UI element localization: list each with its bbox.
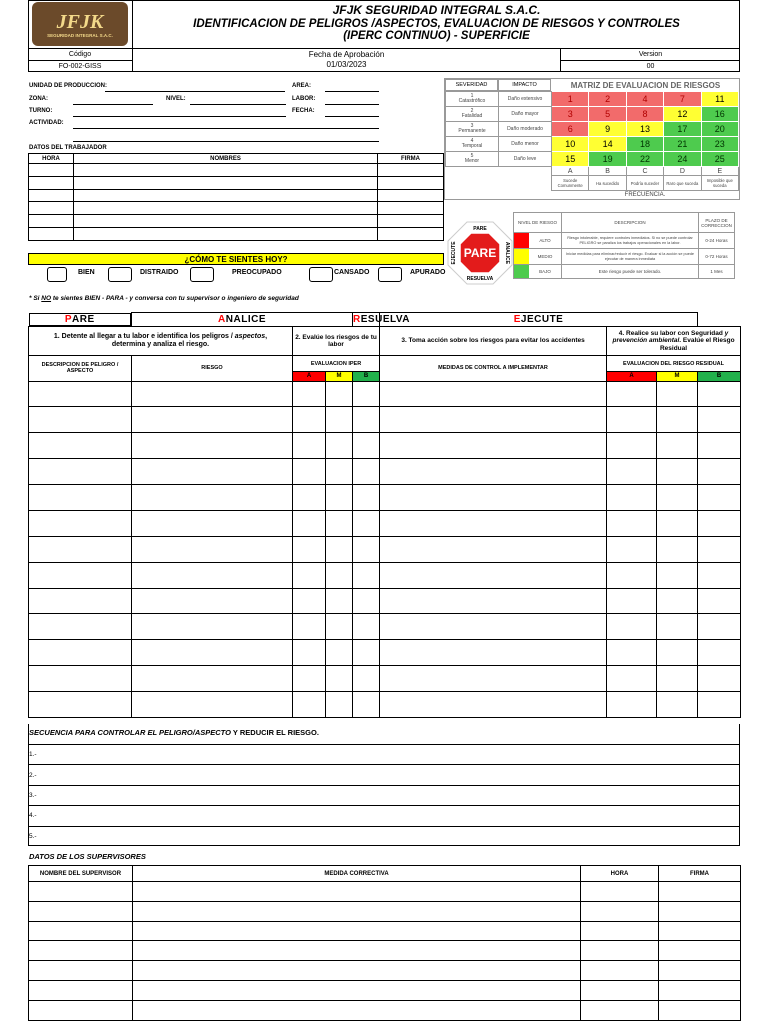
document-title: IDENTIFICACION DE PELIGROS /ASPECTOS, EVALUACION DE RIESGOS Y CONTROLES	[193, 17, 680, 30]
frequency-letter: B	[589, 167, 626, 176]
matrix-cell: 3	[552, 107, 589, 122]
table-row[interactable]	[29, 228, 444, 241]
resuelva-header-rest: ESUELVA	[360, 313, 411, 325]
sequence-title-a: SECUENCIA PARA CONTROLAR EL PELIGRO/	[29, 728, 195, 737]
table-row[interactable]	[29, 640, 741, 666]
labor-label: LABOR:	[292, 96, 316, 102]
residual-m-header: M	[657, 372, 698, 381]
table-row[interactable]	[29, 215, 444, 228]
matrix-cell: 13	[626, 122, 663, 137]
table-row[interactable]	[29, 961, 741, 981]
impact-cell: Daño mayor	[499, 107, 552, 122]
matrix-cell: 2	[589, 92, 626, 107]
frequency-desc: Raro que suceda	[664, 176, 701, 191]
unidad-label: UNIDAD DE PRODUCCION:	[29, 83, 107, 89]
col-eval-iper: EVALUACION IPER	[293, 356, 380, 372]
stop-sign	[447, 221, 513, 285]
mood-label-cansado: CANSADO	[334, 269, 370, 276]
table-row[interactable]	[29, 1000, 741, 1020]
actividad-field-1[interactable]	[73, 128, 379, 129]
col-residual: EVALUACION DEL RIESGO RESIDUAL	[607, 356, 741, 372]
severity-cell: 5 Menor	[446, 152, 499, 167]
company-name: JFJK SEGURIDAD INTEGRAL S.A.C.	[332, 3, 541, 17]
level-medio-plazo: 0-72 Horas	[699, 249, 735, 265]
matrix-cell: 15	[552, 152, 589, 167]
nivel-label: NIVEL:	[166, 96, 186, 102]
table-row[interactable]	[29, 536, 741, 562]
frequency-letter: E	[701, 167, 738, 176]
stop-sign-top: PARE	[473, 226, 487, 232]
severity-cell: 4 Temporal	[446, 137, 499, 152]
matrix-cell: 1	[552, 92, 589, 107]
level-row-bajo	[514, 265, 735, 279]
worker-col-firma: FIRMA	[378, 154, 444, 164]
mood-note-pre: * Si	[29, 295, 42, 302]
level-col-nivel: NIVEL DE RIESGO	[514, 213, 562, 233]
severity-cell: 2 Fatalidad	[446, 107, 499, 122]
iper-a-header: A	[293, 372, 326, 381]
step4-text-c: . Evalúe el Riesgo Residual	[659, 337, 735, 352]
pare-header-first: P	[64, 313, 73, 325]
step4-text-b: y prevención ambiental	[612, 329, 729, 345]
frequency-desc: Podría suceder	[626, 176, 663, 191]
matrix-cell: 18	[626, 137, 663, 152]
worker-table	[28, 153, 444, 241]
matrix-cell: 11	[701, 92, 738, 107]
sequence-item[interactable]	[28, 785, 740, 805]
pare-header-rest: ARE	[72, 313, 95, 325]
worker-col-nombres: NOMBRES	[74, 154, 378, 164]
matrix-cell: 20	[701, 122, 738, 137]
level-row-alto	[514, 233, 735, 249]
iper-b-header: B	[353, 372, 380, 381]
mood-label-distraido: DISTRAIDO	[140, 269, 179, 276]
sequence-list	[28, 744, 740, 846]
step3-text: 3. Toma acción sobre los riesgos para evitar los accidentes	[380, 326, 607, 355]
stop-sign-graphic	[447, 221, 513, 285]
supervisor-col-nombre: NOMBRE DEL SUPERVISOR	[29, 866, 133, 882]
area-label: AREA:	[292, 83, 311, 89]
fecha-label: FECHA:	[292, 108, 315, 114]
iper-m-header: M	[326, 372, 353, 381]
frequency-letter: C	[626, 167, 663, 176]
iperc-table	[28, 312, 741, 718]
step4-text-a: 4. Realice su labor con Seguridad	[618, 329, 725, 337]
zona-label: ZONA:	[29, 96, 48, 102]
impact-cell: Daño leve	[499, 152, 552, 167]
level-bajo-plazo: 1 Mes	[699, 265, 735, 279]
table-row[interactable]	[29, 882, 741, 902]
level-alto-plazo: 0-24 Horas	[699, 233, 735, 249]
company-logo	[32, 2, 128, 46]
table-row[interactable]	[29, 189, 444, 202]
ejecute-header	[380, 313, 698, 327]
matrix-cell: 4	[626, 92, 663, 107]
code-value: FO-002-GISS	[58, 62, 102, 70]
ejecute-header-first: E	[513, 313, 521, 325]
col-riesgo: RIESGO	[132, 356, 293, 381]
table-row[interactable]	[29, 459, 741, 485]
table-row[interactable]	[29, 433, 741, 459]
supervisors-title: DATOS DE LOS SUPERVISORES	[29, 852, 146, 861]
sequence-title	[29, 728, 319, 737]
table-row[interactable]	[29, 692, 741, 718]
matrix-cell: 5	[589, 107, 626, 122]
risk-levels-table	[513, 212, 735, 279]
col-peligro: DESCRIPCION DE PELIGRO / ASPECTO	[29, 356, 132, 381]
step4-text	[607, 326, 741, 355]
mood-label-preocupado: PREOCUPADO	[232, 269, 282, 276]
stop-sign-center: PARE	[463, 246, 497, 260]
sequence-title-b: ASPECTO	[194, 728, 231, 737]
stop-sign-bottom: RESUELVA	[466, 276, 494, 282]
zona-field[interactable]	[73, 104, 153, 105]
sequence-item-number: 1.-	[29, 751, 37, 759]
ejecute-header-rest: JECUTE	[520, 313, 564, 325]
turno-field[interactable]	[73, 116, 286, 117]
supervisor-col-medida: MEDIDA CORRECTIVA	[133, 866, 581, 882]
table-row[interactable]	[29, 381, 741, 407]
labor-field[interactable]	[325, 104, 379, 105]
matrix-cell: 7	[664, 92, 701, 107]
level-row-medio	[514, 249, 735, 265]
matrix-cell: 17	[664, 122, 701, 137]
unidad-field[interactable]	[105, 91, 285, 92]
table-row[interactable]	[29, 407, 741, 433]
table-row[interactable]	[29, 941, 741, 961]
nivel-field[interactable]	[190, 104, 286, 105]
matrix-grid	[445, 91, 739, 199]
matrix-cell: 10	[552, 137, 589, 152]
severity-cell: 1 Catastrófico	[446, 92, 499, 107]
analice-header-rest: NALICE	[225, 313, 266, 325]
mood-label-apurado: APURADO	[410, 269, 446, 276]
pare-header	[29, 313, 132, 326]
logo-subtext: SEGURIDAD INTEGRAL S.A.C.	[47, 32, 113, 38]
sequence-item[interactable]	[28, 744, 740, 764]
level-col-plazo: PLAZO DE CORRECCION	[699, 213, 735, 233]
step1-text	[29, 326, 293, 355]
impact-cell: Daño extensivo	[499, 92, 552, 107]
matrix-cell: 25	[701, 152, 738, 167]
actividad-label: ACTIVIDAD:	[29, 120, 64, 126]
impact-header: IMPACTO	[498, 79, 551, 91]
matrix-cell: 21	[664, 137, 701, 152]
level-col-desc: DESCRIPCION	[562, 213, 699, 233]
document-subtitle: (IPERC CONTINUO) - SUPERFICIE	[343, 29, 530, 42]
sequence-item-number: 2.-	[29, 771, 37, 779]
sequence-item-number: 5.-	[29, 832, 37, 840]
level-medio-label: MEDIO	[537, 254, 553, 259]
frequency-desc: Ha sucedido	[589, 176, 626, 191]
severity-header: SEVERIDAD	[445, 79, 498, 91]
mood-checkbox-cansado[interactable]	[309, 267, 333, 282]
mood-checkbox-preocupado[interactable]	[190, 267, 214, 282]
table-row[interactable]	[29, 901, 741, 921]
frequency-desc: Imposible que suceda	[701, 176, 738, 191]
table-row[interactable]	[29, 510, 741, 536]
sequence-item-number: 3.-	[29, 791, 37, 799]
level-bajo-label: BAJO	[539, 269, 551, 274]
resuelva-header-first: R	[353, 313, 361, 325]
sequence-item[interactable]	[28, 764, 740, 784]
mood-label-bien: BIEN	[78, 269, 95, 276]
matrix-title: MATRIZ DE EVALUACION DE RIESGOS	[570, 80, 721, 90]
mood-options	[28, 266, 448, 284]
resuelva-header	[353, 313, 411, 327]
supervisor-col-firma: FIRMA	[659, 866, 741, 882]
sequence-item-number: 4.-	[29, 812, 37, 820]
table-row[interactable]	[29, 588, 741, 614]
frequency-label: FRECUENCIA.	[624, 192, 666, 199]
mood-checkbox-bien[interactable]	[47, 267, 67, 282]
severity-cell: 3 Permanente	[446, 122, 499, 137]
matrix-cell: 14	[589, 137, 626, 152]
col-medidas: MEDIDAS DE CONTROL A IMPLEMENTAR	[380, 356, 607, 381]
step1-text-a: 1. Detente al llegar a tu labor e identifica los peligros /	[53, 332, 235, 340]
mood-note	[29, 295, 299, 302]
frequency-letter: D	[664, 167, 701, 176]
matrix-cell: 9	[589, 122, 626, 137]
table-row[interactable]	[29, 666, 741, 692]
mood-note-no: NO	[41, 295, 52, 302]
matrix-cell: 19	[589, 152, 626, 167]
code-label: Código	[68, 50, 92, 58]
impact-cell: Daño menor	[499, 137, 552, 152]
stop-sign-left: EJECUTE	[451, 241, 457, 265]
mood-question: ¿CÓMO TE SIENTES HOY?	[28, 253, 444, 265]
stop-sign-right: ANALICE	[504, 241, 510, 265]
supervisor-col-hora: HORA	[581, 866, 659, 882]
frequency-letter: A	[552, 167, 589, 176]
matrix-cell: 22	[626, 152, 663, 167]
level-alto-label: ALTO	[539, 238, 551, 243]
mood-checkbox-apurado[interactable]	[378, 267, 402, 282]
worker-section-title: DATOS DEL TRABAJADOR	[29, 145, 107, 151]
turno-label: TURNO:	[29, 108, 53, 114]
level-medio-desc: Iniciar medidas para eliminar/reducir el riesgo. Evaluar si la acción se puede ejecutar de manera inmediata	[562, 249, 699, 265]
frequency-desc: Sucede Comunmente	[552, 176, 589, 191]
step1-text-c: , determina y analiza el riesgo.	[111, 332, 268, 348]
matrix-cell: 24	[664, 152, 701, 167]
matrix-cell: 6	[552, 122, 589, 137]
sequence-item[interactable]	[28, 805, 740, 825]
impact-cell: Daño moderado	[499, 122, 552, 137]
logo-text: JFJK	[56, 10, 104, 33]
sequence-item[interactable]	[28, 826, 740, 846]
step1-text-b: aspectos	[234, 332, 266, 340]
matrix-cell: 16	[701, 107, 738, 122]
area-field[interactable]	[325, 91, 379, 92]
version-value: 00	[646, 62, 655, 70]
step2-text: 2. Evalúe los riesgos de tu labor	[293, 326, 380, 355]
analice-header-first: A	[218, 313, 226, 325]
supervisors-table	[28, 865, 741, 1021]
matrix-cell: 23	[701, 137, 738, 152]
version-label: Version	[638, 50, 663, 58]
table-row[interactable]	[29, 614, 741, 640]
fecha-field[interactable]	[325, 116, 379, 117]
worker-col-hora: HORA	[29, 154, 74, 164]
table-row[interactable]	[29, 485, 741, 511]
matrix-cell: 8	[626, 107, 663, 122]
residual-b-header: B	[698, 372, 741, 381]
mood-checkbox-distraido[interactable]	[108, 267, 132, 282]
table-row[interactable]	[29, 176, 444, 189]
table-row[interactable]	[29, 562, 741, 588]
table-row[interactable]	[29, 921, 741, 941]
approval-date-label: Fecha de Aprobación	[308, 50, 385, 59]
analice-header	[132, 313, 353, 327]
level-bajo-desc: Este riesgo puede ser tolerado.	[562, 265, 699, 279]
table-row[interactable]	[29, 164, 444, 177]
level-alto-desc: Riesgo intolerable, requiere controles inmediatos. Si no se puede controlar PELIGRO se paraliza los trabajos operacionales en la labor.	[562, 233, 699, 249]
residual-a-header: A	[607, 372, 657, 381]
sequence-title-c: Y REDUCIR EL RIESGO.	[230, 728, 319, 737]
table-row[interactable]	[29, 202, 444, 215]
actividad-field-2[interactable]	[73, 141, 379, 142]
approval-date-value: 01/03/2023	[326, 60, 367, 69]
matrix-cell: 12	[664, 107, 701, 122]
table-row[interactable]	[29, 980, 741, 1000]
mood-note-post: te sientes BIEN - PARA - y conversa con tu supervisor o ingeniero de seguridad	[51, 295, 299, 302]
